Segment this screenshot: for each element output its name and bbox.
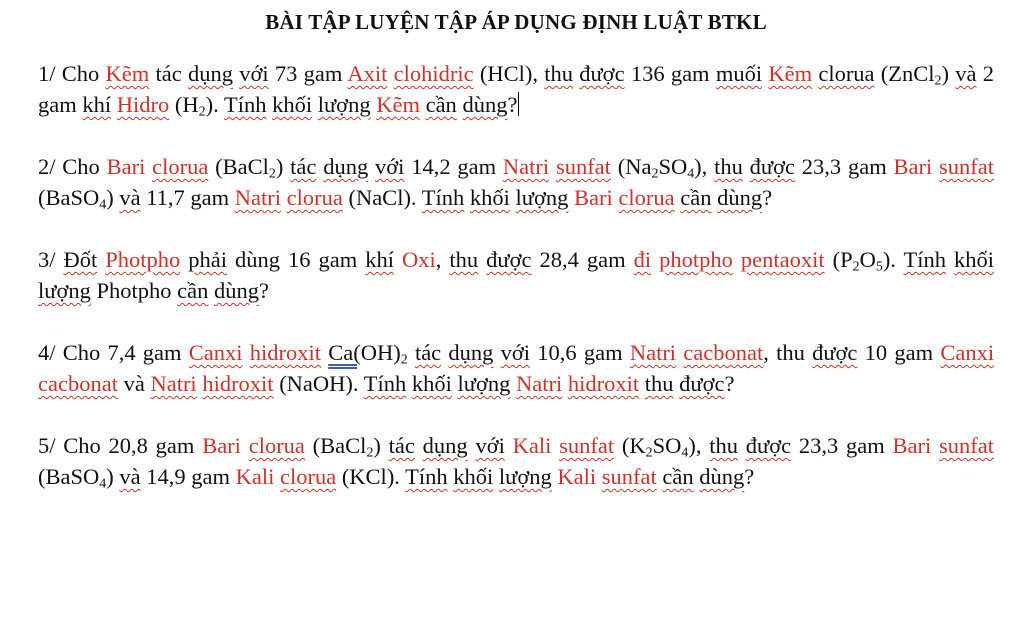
text-segment: hidroxit [249, 340, 321, 365]
text-segment: Đốt [63, 247, 98, 272]
text-segment: Bari [574, 185, 613, 210]
text-segment: sunfat [555, 154, 611, 179]
text-segment: Natri [234, 185, 281, 210]
text-segment: ) [275, 154, 291, 179]
text-segment: Natri [150, 371, 197, 396]
text-segment [408, 340, 415, 365]
text-segment: thu [714, 154, 743, 179]
text-segment: được [745, 433, 792, 458]
text-segment: Tính [903, 247, 947, 272]
text-segment: Bari [106, 154, 146, 179]
text-segment: tác [414, 340, 442, 365]
subscript: 4 [99, 197, 107, 213]
text-segment: ? [258, 278, 269, 303]
text-segment [415, 433, 423, 458]
text-segment: Hidro [116, 92, 170, 117]
text-segment: thu [544, 61, 573, 86]
text-segment: Axit [347, 61, 388, 86]
text-segment: Canxi [188, 340, 243, 365]
text-segment: ? [744, 464, 755, 489]
text-segment: và [119, 185, 141, 210]
text-segment: dùng [462, 92, 508, 117]
text-segment: (Na [610, 154, 652, 179]
text-segment: khối [453, 464, 494, 489]
text-segment: Kali [512, 433, 552, 458]
text-segment: sunfat [939, 433, 995, 458]
text-segment: sunfat [601, 464, 657, 489]
text-segment [931, 433, 939, 458]
text-segment: Natri [516, 371, 563, 396]
text-segment: khối [272, 92, 313, 117]
text-segment: lượng [457, 371, 511, 396]
text-segment: photpho [659, 247, 733, 272]
text-segment [368, 154, 375, 179]
text-segment [243, 340, 250, 365]
text-segment [241, 433, 249, 458]
problem-2[interactable] [38, 151, 994, 213]
text-segment: ), [688, 433, 710, 458]
text-segment: Natri [502, 154, 550, 179]
text-segment: lượng [498, 464, 552, 489]
text-segment: Kẽm [376, 92, 420, 117]
text-segment: khối [469, 185, 510, 210]
text-segment: Natri [629, 340, 677, 365]
text-segment: được [486, 247, 532, 272]
text-segment: clorua [818, 61, 875, 86]
text-segment: lượng [38, 278, 91, 303]
text-segment: 23,3 gam [795, 154, 894, 179]
text-segment: lượng [317, 92, 371, 117]
text-segment: với [475, 433, 505, 458]
problem-1[interactable] [38, 58, 994, 120]
text-segment: 73 gam [268, 61, 348, 86]
text-segment: 3/ [38, 247, 64, 272]
text-segment: (K [614, 433, 646, 458]
text-segment: (NaOH). [273, 371, 364, 396]
subscript: 2 [268, 166, 276, 182]
text-segment: dụng [448, 340, 494, 365]
text-segment: được [812, 340, 858, 365]
text-segment: cần [177, 278, 209, 303]
text-segment: 136 gam [624, 61, 716, 86]
subscript: 4 [681, 445, 689, 461]
text-segment: (NaCl). [342, 185, 422, 210]
text-segment: clorua [279, 464, 337, 489]
text-segment: được [679, 371, 725, 396]
text-segment: 10,6 gam [530, 340, 630, 365]
text-segment [738, 433, 746, 458]
text-segment: (KCl). [336, 464, 406, 489]
text-segment: Ca( [328, 340, 361, 365]
text-segment: dụng [187, 61, 233, 86]
text-segment: 2 gam [38, 61, 995, 117]
text-segment: ). [205, 92, 224, 117]
text-segment [394, 247, 402, 272]
text-segment: khí [365, 247, 394, 272]
text-segment: SO [652, 433, 682, 458]
text-segment: (BaSO [38, 464, 100, 489]
problem-5[interactable] [38, 430, 994, 492]
text-segment [946, 247, 954, 272]
text-segment [478, 247, 486, 272]
text-segment: khối [411, 371, 452, 396]
text-segment: Kali [235, 464, 275, 489]
text-segment: clorua [286, 185, 343, 210]
text-segment: (BaCl [208, 154, 269, 179]
text-segment: 1/ Cho [38, 61, 106, 86]
text-segment: , [435, 247, 450, 272]
text-segment: Tính [421, 185, 465, 210]
text-segment [505, 433, 513, 458]
text-segment: lượng [515, 185, 569, 210]
text-segment: 28,4 gam [531, 247, 634, 272]
text-segment: OH) [360, 340, 401, 365]
text-segment: sunfat [559, 433, 615, 458]
text-segment [651, 247, 659, 272]
text-segment: cacbonat [683, 340, 764, 365]
text-segment: Oxi [402, 247, 436, 272]
text-segment: hidroxit [567, 371, 640, 396]
text-segment: và [955, 61, 977, 86]
text-segment: dùng [699, 464, 745, 489]
text-segment: được [579, 61, 625, 86]
text-segment: Tính [363, 371, 407, 396]
text-segment: dùng [717, 185, 763, 210]
text-segment: 11,7 gam [140, 185, 235, 210]
text-segment: sunfat [939, 154, 995, 179]
text-segment: 5/ Cho 20,8 gam [38, 433, 203, 458]
text-segment: dụng [323, 154, 369, 179]
text-segment: ? [762, 185, 773, 210]
subscript: 2 [852, 259, 860, 275]
text-segment: với [500, 340, 531, 365]
text-segment: dụng [422, 433, 468, 458]
text-segment: cacbonat [38, 371, 118, 396]
subscript: 2 [651, 166, 659, 182]
text-segment: clorua [248, 433, 305, 458]
text-segment: Bari [892, 433, 932, 458]
text-segment: SO [658, 154, 688, 179]
text-segment: khối [954, 247, 995, 272]
text-segment: ), [694, 154, 715, 179]
text-segment: pentaoxit [740, 247, 825, 272]
text-segment: Bari [893, 154, 933, 179]
text-segment: 2/ Cho [38, 154, 107, 179]
subscript: 2 [400, 352, 408, 368]
text-segment [743, 154, 750, 179]
text-segment: dùng [213, 278, 259, 303]
text-segment: , thu [763, 340, 813, 365]
text-segment: thu [644, 371, 674, 396]
text-segment: với [239, 61, 269, 86]
text-segment: và [117, 371, 151, 396]
text-segment: clorua [152, 154, 209, 179]
subscript: 2 [366, 445, 374, 461]
text-segment: cần [680, 185, 712, 210]
text-segment [551, 433, 559, 458]
subscript: 2 [645, 445, 653, 461]
text-segment: phải [188, 247, 228, 272]
text-segment: 14,9 gam [140, 464, 236, 489]
text-segment: (BaSO [38, 185, 100, 210]
text-segment: ) [106, 185, 120, 210]
text-segment: Bari [202, 433, 241, 458]
text-segment: (P [824, 247, 853, 272]
text-segment: ) [106, 464, 120, 489]
text-segment: 23,3 gam [791, 433, 893, 458]
text-segment [493, 340, 500, 365]
text-segment: clohidric [393, 61, 474, 86]
text-segment: ? [724, 371, 735, 396]
text-segment: thu [709, 433, 738, 458]
text-segment: 10 gam [857, 340, 941, 365]
text-segment: Photpho [90, 278, 178, 303]
text-segment: cần [425, 92, 457, 117]
text-segment: cần [662, 464, 694, 489]
text-segment: đi [633, 247, 652, 272]
document-page [38, 8, 994, 523]
text-segment: Kẽm [105, 61, 150, 86]
subscript: 5 [875, 259, 883, 275]
text-segment: 4/ Cho 7,4 gam [38, 340, 189, 365]
subscript: 2 [934, 73, 942, 89]
text-segment: Kẽm [768, 61, 813, 86]
text-segment: ) [373, 433, 389, 458]
problem-3[interactable] [38, 244, 994, 306]
text-segment: Tính [223, 92, 267, 117]
text-segment: tác [388, 433, 415, 458]
subscript: 4 [687, 166, 695, 182]
text-segment: O [859, 247, 876, 272]
text-segment: (H [169, 92, 199, 117]
text-segment: 14,2 gam [404, 154, 503, 179]
text-segment: thu [449, 247, 479, 272]
text-segment: Kali [557, 464, 597, 489]
text-segment: (BaCl [304, 433, 367, 458]
text-segment: ? [507, 92, 518, 117]
text-segment: (HCl), [473, 61, 545, 86]
text-segment: clorua [618, 185, 675, 210]
text-segment: Tính [405, 464, 448, 489]
document-title: BÀI TẬP LUYỆN TẬP ÁP DỤNG ĐỊNH LUẬT BTKL [265, 10, 767, 34]
text-segment [733, 247, 741, 272]
text-segment: với [375, 154, 405, 179]
text-segment: Photpho [105, 247, 181, 272]
text-segment: tác [290, 154, 317, 179]
text-segment: (ZnCl [874, 61, 935, 86]
text-cursor [518, 92, 519, 116]
problem-4[interactable] [38, 337, 994, 399]
text-segment: và [119, 464, 141, 489]
text-segment: tác [149, 61, 188, 86]
text-segment [549, 154, 556, 179]
subscript: 2 [198, 104, 206, 120]
text-segment: được [749, 154, 795, 179]
text-segment: ). [882, 247, 904, 272]
text-segment: ) [941, 61, 956, 86]
text-segment: hidroxit [202, 371, 274, 396]
text-segment: muối [715, 61, 763, 86]
text-segment: Canxi [940, 340, 995, 365]
subscript: 4 [99, 476, 107, 492]
text-segment: dùng 16 gam [227, 247, 366, 272]
text-segment: khí [82, 92, 112, 117]
